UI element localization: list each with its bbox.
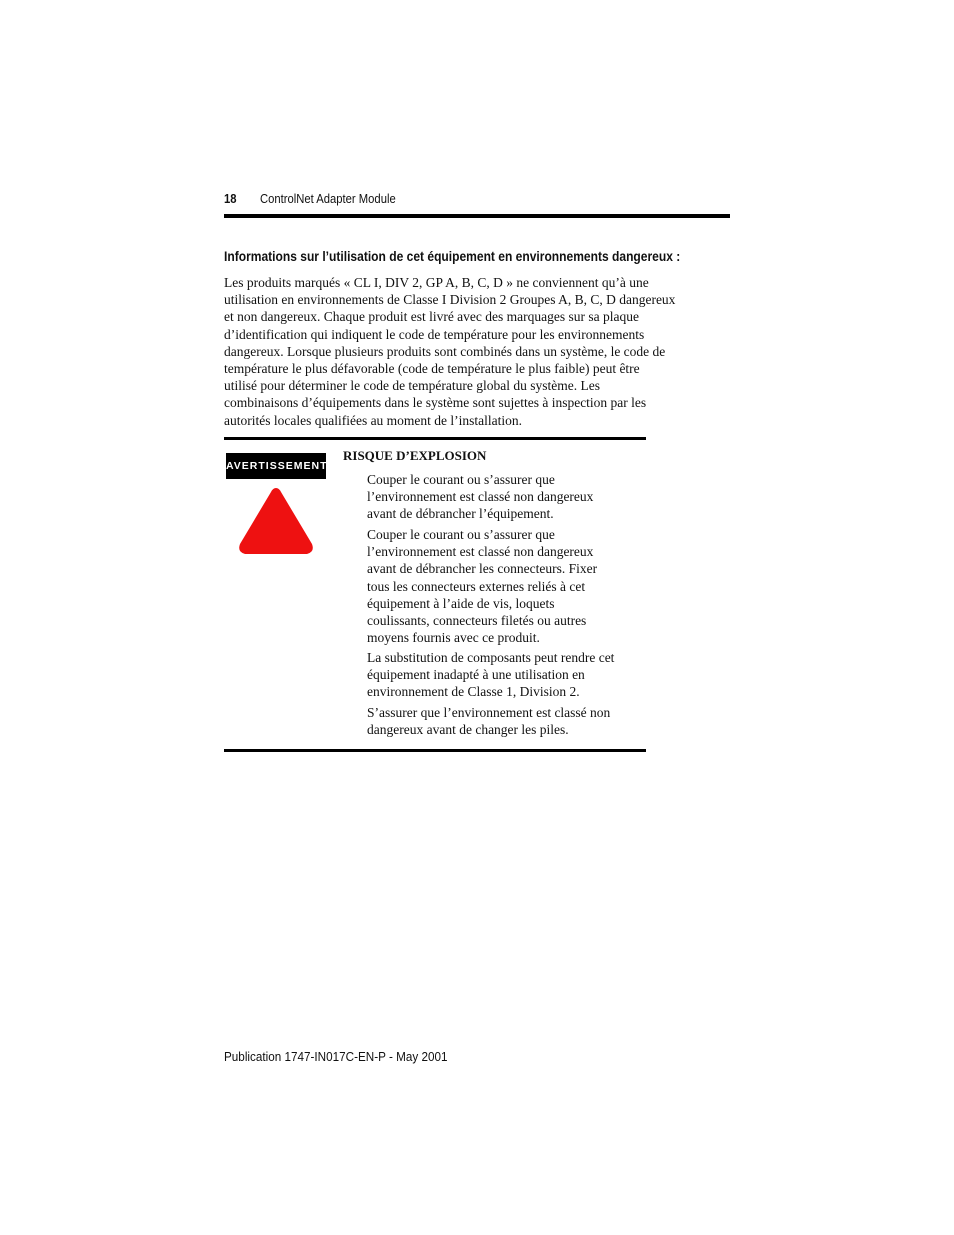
- warning-triangle-shape: [239, 488, 313, 554]
- header-rule: [224, 214, 730, 218]
- section-heading: Informations sur l’utilisation de cet équipement en environnements dangereux :: [224, 248, 681, 264]
- body-line: température le plus défavorable (code de température le plus faible) peut être: [224, 361, 640, 377]
- warning-top-rule: [224, 437, 646, 440]
- warning-bottom-rule: [224, 749, 646, 752]
- body-line: utilisation en environnements de Classe I Division 2 Groupes A, B, C, D dangereux: [224, 292, 676, 308]
- warning-line: l’environnement est classé non dangereux: [367, 544, 594, 560]
- warning-triangle-icon: [236, 484, 316, 556]
- warning-badge: AVERTISSEMENT: [226, 453, 326, 479]
- warning-line: tous les connecteurs externes reliés à cet: [367, 578, 586, 594]
- warning-line: Couper le courant ou s’assurer que: [367, 472, 555, 487]
- warning-line: équipement à l’aide de vis, loquets: [367, 595, 555, 611]
- document-title: ControlNet Adapter Module: [260, 192, 396, 206]
- publication-footer: Publication 1747-IN017C-EN-P - May 2001: [224, 1049, 448, 1064]
- body-line: combinaisons d’équipements dans le système sont sujettes à inspection par les: [224, 395, 647, 411]
- warning-line: S’assurer que l’environnement est classé non: [367, 705, 611, 720]
- warning-line: La substitution de composants peut rendre cet: [367, 650, 615, 665]
- warning-line: moyens fournis avec ce produit.: [367, 630, 540, 646]
- warning-line: avant de débrancher les connecteurs. Fixer: [367, 561, 598, 577]
- page-header: [224, 192, 679, 210]
- warning-paragraph: [367, 526, 647, 646]
- warning-paragraph: [367, 471, 647, 523]
- body-paragraph: [224, 274, 729, 429]
- warning-line: environnement de Classe 1, Division 2.: [367, 684, 580, 700]
- warning-line: l’environnement est classé non dangereux: [367, 489, 594, 505]
- page-number: 18: [224, 192, 237, 206]
- body-line: d’identification qui indiquent le code de température pour les environnements: [224, 326, 645, 342]
- body-line: autorités locales qualifiées au moment de l’installation.: [224, 412, 523, 428]
- warning-line: coulissants, connecteurs filetés ou autres: [367, 613, 587, 629]
- warning-line: équipement inadapté à une utilisation en: [367, 667, 585, 683]
- warning-paragraph: [367, 704, 647, 738]
- warning-line: avant de débrancher l’équipement.: [367, 506, 554, 522]
- body-line: dangereux. Lorsque plusieurs produits sont combinés dans un système, le code de: [224, 343, 666, 359]
- warning-title: RISQUE D’EXPLOSION: [343, 448, 487, 463]
- body-line: et non dangereux. Chaque produit est livré avec des marquages sur sa plaque: [224, 309, 639, 325]
- body-line: Les produits marqués « CL I, DIV 2, GP A, B, C, D » ne conviennent qu’à une: [224, 275, 649, 290]
- warning-paragraph: [367, 649, 647, 701]
- warning-line: dangereux avant de changer les piles.: [367, 722, 569, 738]
- body-line: utilisé pour déterminer le code de température global du système. Les: [224, 378, 600, 394]
- warning-line: Couper le courant ou s’assurer que: [367, 527, 555, 542]
